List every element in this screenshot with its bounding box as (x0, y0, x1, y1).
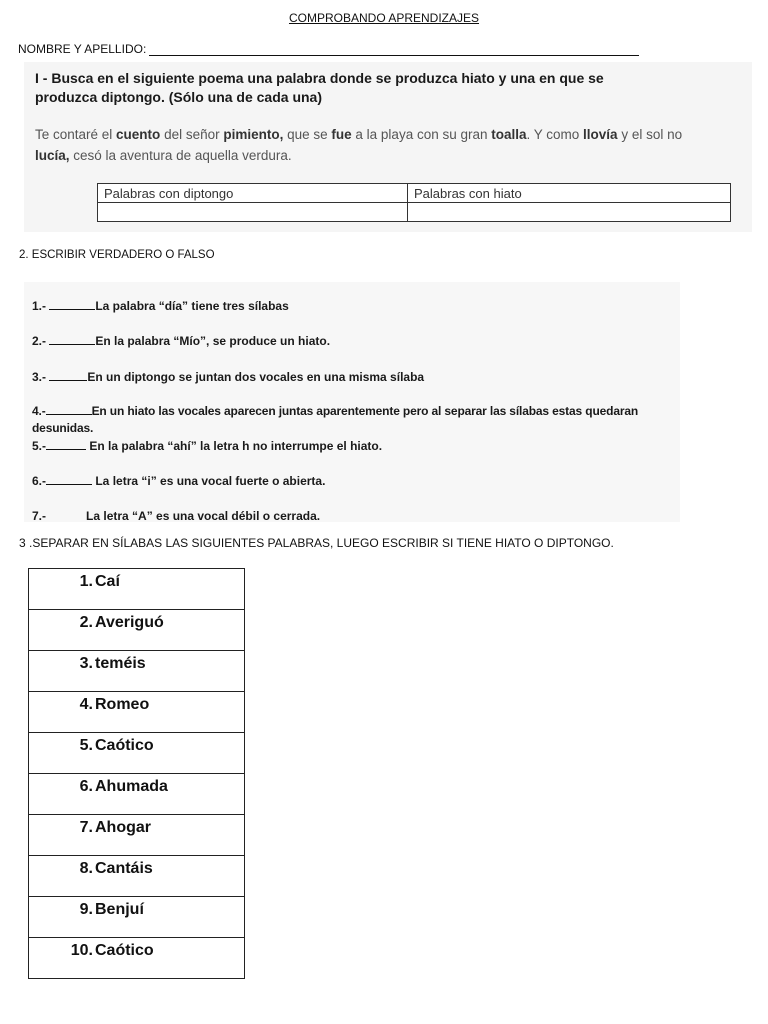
item-word: Caótico (95, 737, 154, 754)
answer-blank[interactable] (46, 438, 86, 450)
statement-text: La letra “A” es una vocal débil o cerrada. (86, 509, 321, 523)
section-2-title: 2. ESCRIBIR VERDADERO O FALSO (19, 249, 215, 261)
statement-number: 2.- (32, 334, 50, 348)
list-item[interactable] (29, 691, 244, 732)
item-word: Averiguó (95, 614, 164, 631)
answer-blank[interactable] (46, 473, 92, 485)
answer-blank[interactable] (46, 403, 92, 415)
statement-text: En la palabra “Mío”, se produce un hiato. (95, 334, 331, 348)
statement-text: La letra “i” es una vocal fuerte o abierta. (92, 474, 326, 488)
list-item[interactable] (29, 568, 244, 609)
statement-text: En un hiato las vocales aparecen juntas aparentemente pero al separar las sílabas estas quedaran desunidas. (32, 404, 639, 435)
poem-word-cuento: cuento (116, 127, 161, 142)
item-number: 3. (79, 655, 93, 672)
name-field (18, 42, 639, 56)
item-word: Cantáis (95, 860, 153, 877)
section-1-question: I - Busca en el siguiente poema una palabra donde se produzca hiato y una en que se produzca diptongo. (Sólo una de cada una) (35, 70, 604, 105)
item-number: 10. (70, 942, 93, 959)
list-item[interactable] (29, 937, 244, 979)
answer-diptongo-cell[interactable] (98, 203, 408, 222)
answer-blank[interactable] (49, 333, 95, 345)
item-word: Benjuí (95, 901, 144, 918)
statement-4 (32, 403, 682, 437)
poem-seg: Te contaré el (35, 127, 117, 142)
statement-number: 6.- (32, 474, 47, 488)
poem-word-llovia: llovía (583, 127, 618, 142)
poem-word-fue: fue (331, 127, 352, 142)
list-item[interactable] (29, 650, 244, 691)
list-item[interactable] (29, 609, 244, 650)
statement-number: 3.- (32, 370, 50, 384)
statement-text: En un diptongo se juntan dos vocales en una misma sílaba (87, 370, 425, 384)
table-header-row (98, 184, 731, 203)
item-word: Romeo (95, 696, 150, 713)
diptongo-hiato-table (97, 183, 731, 222)
poem-word-lucia: lucía, (35, 148, 70, 163)
statement-number: 7.- (32, 509, 47, 523)
item-word: Caótico (95, 942, 154, 959)
poem-word-pimiento: pimiento, (223, 127, 284, 142)
list-item[interactable] (29, 773, 244, 814)
item-number: 9. (79, 901, 93, 918)
item-number: 4. (79, 696, 93, 713)
item-word: Ahogar (95, 819, 151, 836)
header-hiato: Palabras con hiato (408, 184, 731, 203)
item-number: 2. (79, 614, 93, 631)
answer-blank[interactable] (49, 298, 95, 310)
statement-text: La palabra “día” tiene tres sílabas (95, 299, 289, 313)
statement-number: 1.- (32, 299, 50, 313)
syllable-word-list (28, 568, 245, 979)
item-number: 7. (79, 819, 93, 836)
item-word: Caí (95, 573, 120, 590)
poem-seg: . Y como (526, 127, 584, 142)
poem-seg: que se (283, 127, 332, 142)
poem (35, 124, 715, 166)
statement-2 (32, 333, 682, 350)
poem-seg: del señor (160, 127, 224, 142)
list-item[interactable] (29, 855, 244, 896)
item-number: 6. (79, 778, 93, 795)
poem-word-toalla: toalla (491, 127, 527, 142)
list-item[interactable] (29, 896, 244, 937)
section-3-title: 3 .SEPARAR EN SÍLABAS LAS SIGUIENTES PALABRAS, LUEGO ESCRIBIR SI TIENE HIATO O DIPTONGO. (19, 536, 614, 550)
header-diptongo: Palabras con diptongo (98, 184, 408, 203)
item-word: Ahumada (95, 778, 168, 795)
statement-number: 4.- (32, 404, 46, 418)
name-blank-line[interactable] (149, 44, 639, 56)
name-label: NOMBRE Y APELLIDO: (18, 42, 147, 56)
item-number: 8. (79, 860, 93, 877)
list-item[interactable] (29, 732, 244, 773)
table-answer-row (98, 203, 731, 222)
item-number: 5. (79, 737, 93, 754)
item-word: teméis (95, 655, 146, 672)
answer-hiato-cell[interactable] (408, 203, 731, 222)
poem-seg: y el sol no (617, 127, 683, 142)
statement-3 (32, 369, 682, 386)
statement-7 (32, 508, 682, 525)
statement-text: En la palabra “ahí” la letra h no interrumpe el hiato. (86, 439, 383, 453)
statement-6 (32, 473, 682, 490)
poem-seg: a la playa con su gran (351, 127, 492, 142)
list-item[interactable] (29, 814, 244, 855)
statement-5 (32, 438, 682, 455)
answer-blank[interactable] (49, 369, 87, 381)
item-number: 1. (79, 573, 93, 590)
page-title: COMPROBANDO APRENDIZAJES (288, 11, 480, 25)
statement-1 (32, 298, 682, 315)
statement-number: 5.- (32, 439, 47, 453)
poem-seg: cesó la aventura de aquella verdura. (69, 148, 292, 163)
